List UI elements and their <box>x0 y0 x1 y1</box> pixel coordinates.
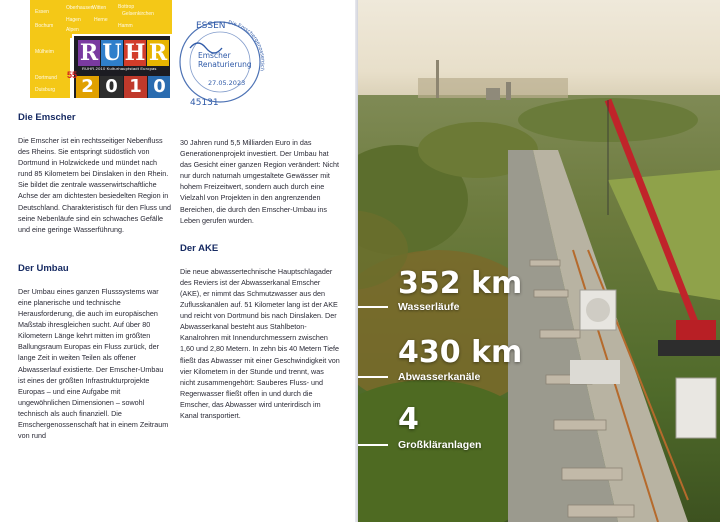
heading-der-umbau: Der Umbau <box>18 262 69 274</box>
stamp-letter: H <box>124 40 146 66</box>
margin-text: Duisburg <box>35 87 56 93</box>
text-column-left <box>18 112 172 441</box>
stats-overlay <box>358 0 720 522</box>
margin-text: Essen <box>35 9 49 15</box>
margin-text: Mülheim <box>35 49 54 55</box>
postmark-city: ESSEN <box>196 21 226 31</box>
stamp-year-digit: 0 <box>100 76 123 98</box>
margin-text: Gelsenkirchen <box>122 11 154 17</box>
margin-text: Dortmund <box>35 75 57 81</box>
stamp-year-digit: 1 <box>124 76 147 98</box>
margin-text: Bottrop <box>118 4 135 10</box>
stat-divider <box>358 376 388 378</box>
postage-stamp <box>72 34 172 100</box>
paragraph-der-ake: Die neue abwassertechnische Hauptschlagader des Reviers ist der Abwasserkanal Emscher (AKE), er nimmt das Schmutzwasser aus den Zuflusskanälen auf. 51 Kilometer lang ist der AKE und reicht von Dortmund bis nach Dinslaken. Der Abwasserkanal besteht aus Stahlbeton-Kanalrohren mit Innendurchmessern zwischen 1,60 und 2,80 Metern. In zehn bis 40 Metern Tiefe fließt das Abwasser mit einer Geschwindigkeit von vier Kilometern in der Stunde und trennt, was nicht zusammengehört: Sauberes Fluss- und Regenwasser fließt offen in und durch die Emscher, das Abwasser wird unterirdisch im Kanal transportiert. <box>180 266 340 420</box>
paragraph-umbau-continued: 30 Jahren rund 5,5 Milliarden Euro in das Generationenprojekt investiert. Der Umbau hat das Gesicht einer ganzen Region verändert: Nicht nur durch naturnah umgestaltete Gewässer mit hohem Freizeitwert, sondern auch durch eine Vielzahl von Projekten in den angrenzenden Bereichen, die durch den Emscher-Umbau ins Leben gerufen wurden. <box>180 138 340 225</box>
stamp-letter: R <box>148 40 168 66</box>
stat-value-wasserlaeufe: 352 km <box>398 266 523 301</box>
margin-text: Bochum <box>35 23 54 29</box>
heading-der-ake: Der AKE <box>180 242 219 254</box>
text-column-right <box>180 137 340 421</box>
postmark-date: 27.05.2023 <box>208 79 246 87</box>
postmark <box>168 12 266 108</box>
margin-text: Witten <box>92 5 107 11</box>
stamp-ruhr-lettering <box>78 40 169 66</box>
stamp-year-digit: 0 <box>148 76 171 98</box>
stamp-value: 55 <box>67 70 78 80</box>
stat-divider <box>358 444 388 446</box>
stat-label-abwasserkanaele: Abwasserkanäle <box>398 371 481 383</box>
margin-text: Herne <box>94 17 108 23</box>
margin-text: Oberhausen <box>66 5 94 11</box>
postmark-postcode: 45131 <box>190 98 219 108</box>
stat-value-abwasserkanaele: 430 km <box>398 335 523 370</box>
postmark-line1: Emscher <box>198 51 231 60</box>
left-page <box>0 0 358 522</box>
stat-label-grosskläranlagen: Großkläranlagen <box>398 439 482 451</box>
postmark-line2: Renaturierung <box>198 60 252 69</box>
margin-text: Hagen <box>66 17 81 23</box>
paragraph-die-emscher: Die Emscher ist ein rechtsseitiger Nebenfluss des Rheins. Sie entspringt südöstlich von Dortmund in Holzwickede und mündet nach rund 85 Kilometern bei Dinslaken in den Rhein. Sie bildet die zentrale wasserwirtschaftliche Achse der am dichtesten besiedelten Region in Deutschland. Charakteristisch für den Fluss und seine Nebenläufe sind ein schwaches Gefälle und eine geringe Wasserführung. <box>18 136 172 234</box>
postmark-ring-text: Die Emschergenossensch <box>227 20 266 72</box>
right-page-photo <box>358 0 720 522</box>
stamp-year-digit: 2 <box>76 76 99 98</box>
stamp-letter: U <box>102 40 122 66</box>
stamp-year <box>76 76 171 98</box>
paragraph-der-umbau: Der Umbau eines ganzen Flusssystems war eine planerische und technische Herausforderung, die auch im europäischen Maßstab ihresgleichen sucht. Auf über 80 Kilometern Länge kehrt mitten im größten Ballungsraum Europas ein Fluss zurück, der lange Zeit in weiten Teilen als offener Abwasserlauf existierte. Der Emscher-Umbau ist eines der größten Infrastrukturprojekte Europas – und eine Aufgabe mit ungewöhnlichen Dimensionen – sowohl technisch als auch finanziell. Die Emschergenossenschaft hat in einem Zeitraum von rund <box>18 286 169 441</box>
stat-value-grosskläranlagen: 4 <box>398 402 419 437</box>
stamp-letter: R <box>79 40 99 66</box>
stat-label-wasserlaeufe: Wasserläufe <box>398 301 460 313</box>
margin-text: Alpen <box>66 27 79 33</box>
margin-text: Hamm <box>118 23 133 29</box>
heading-die-emscher: Die Emscher <box>18 112 76 123</box>
stat-divider <box>358 306 388 308</box>
stamp-caption: RUHR.2010 Kulturhauptstadt Europas <box>82 66 157 71</box>
